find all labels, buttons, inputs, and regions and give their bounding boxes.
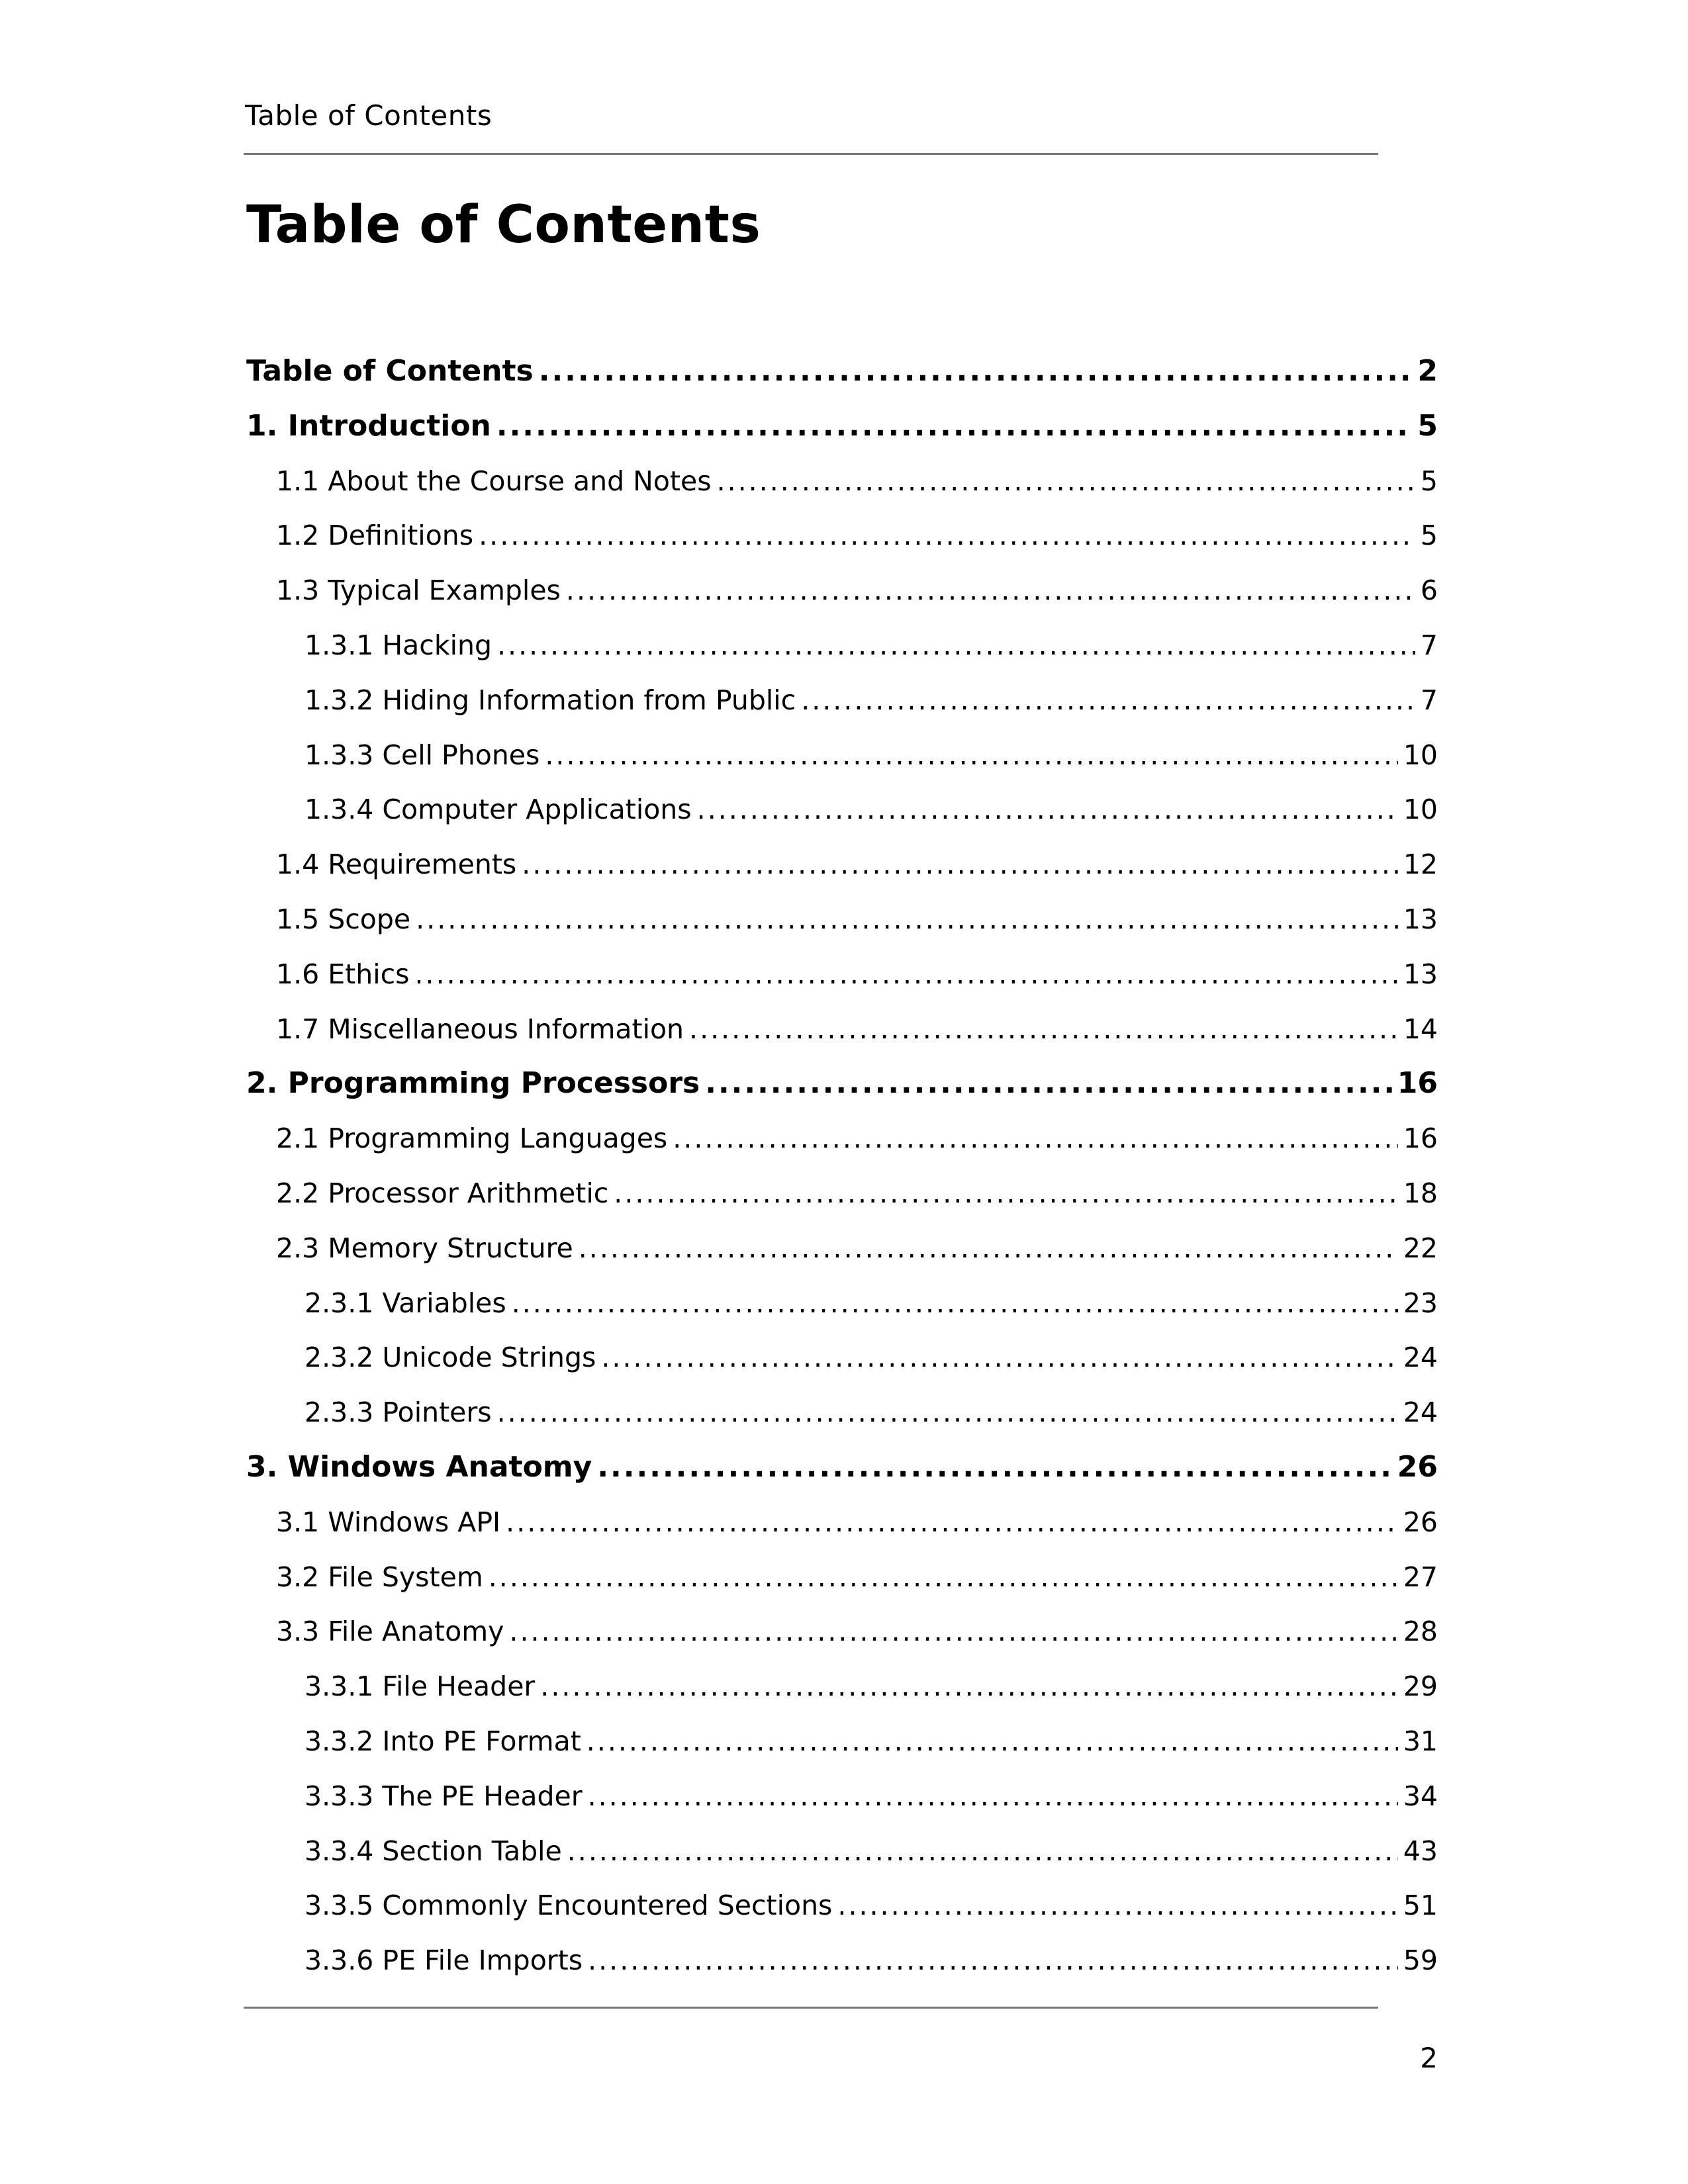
toc-dot-leader — [579, 1221, 1398, 1276]
toc-dot-leader — [588, 1769, 1398, 1824]
toc-entry-label: 1.5 Scope — [276, 903, 411, 935]
toc-dot-leader — [522, 837, 1398, 892]
toc-dot-leader — [801, 673, 1415, 728]
toc-entry-label: 2.3.3 Pointers — [305, 1396, 492, 1429]
toc-dot-leader — [497, 1385, 1398, 1440]
toc-dot-leader — [489, 1550, 1398, 1605]
toc-entry[interactable] — [246, 673, 1438, 728]
table-of-contents — [246, 344, 1438, 1988]
toc-entry-page: 18 — [1403, 1177, 1438, 1209]
toc-entry[interactable] — [246, 1221, 1438, 1276]
toc-entry-page: 12 — [1403, 848, 1438, 881]
toc-entry[interactable] — [246, 892, 1438, 947]
toc-entry[interactable] — [246, 1659, 1438, 1714]
toc-entry[interactable] — [246, 837, 1438, 892]
toc-entry[interactable] — [246, 1330, 1438, 1385]
toc-entry-page: 26 — [1397, 1449, 1438, 1484]
toc-entry-page: 13 — [1403, 958, 1438, 990]
toc-entry-page: 5 — [1420, 520, 1438, 552]
toc-entry-page: 2 — [1417, 354, 1438, 388]
toc-entry-page: 16 — [1403, 1122, 1438, 1155]
toc-entry-page: 14 — [1403, 1013, 1438, 1045]
toc-dot-leader — [539, 344, 1413, 399]
toc-entry-page: 24 — [1403, 1396, 1438, 1429]
toc-entry[interactable] — [246, 728, 1438, 783]
toc-entry[interactable] — [246, 1002, 1438, 1057]
toc-entry-label: 3.1 Windows API — [276, 1506, 501, 1538]
toc-entry-page: 5 — [1420, 465, 1438, 497]
toc-entry-page: 16 — [1397, 1066, 1438, 1101]
toc-entry-label: 3.3.4 Section Table — [305, 1835, 562, 1867]
toc-entry-page: 23 — [1403, 1287, 1438, 1319]
toc-entry-label: 2.3.1 Variables — [305, 1287, 506, 1319]
toc-dot-leader — [479, 508, 1415, 563]
toc-entry-label: 1.6 Ethics — [276, 958, 410, 990]
page-number: 2 — [1420, 2042, 1438, 2074]
toc-dot-leader — [673, 1111, 1398, 1166]
toc-dot-leader — [597, 1440, 1391, 1495]
toc-entry-label: 1.3.2 Hiding Information from Public — [305, 684, 796, 716]
toc-dot-leader — [497, 618, 1415, 673]
toc-entry[interactable] — [246, 344, 1438, 399]
toc-entry-page: 22 — [1403, 1232, 1438, 1264]
toc-entry-label: 1.4 Requirements — [276, 848, 517, 881]
toc-entry[interactable] — [246, 1166, 1438, 1221]
page-title: Table of Contents — [246, 195, 761, 255]
toc-entry[interactable] — [246, 1824, 1438, 1879]
toc-entry-label: 1.3.3 Cell Phones — [305, 739, 540, 771]
toc-entry-label: 3.3 File Anatomy — [276, 1615, 504, 1648]
toc-dot-leader — [586, 1714, 1398, 1769]
toc-dot-leader — [496, 399, 1413, 454]
toc-entry[interactable] — [246, 782, 1438, 837]
toc-entry[interactable] — [246, 1056, 1438, 1111]
toc-entry-page: 51 — [1403, 1889, 1438, 1922]
toc-entry-label: 3.3.6 PE File Imports — [305, 1944, 583, 1977]
toc-entry[interactable] — [246, 454, 1438, 509]
toc-entry-label: 3.2 File System — [276, 1561, 483, 1593]
toc-entry[interactable] — [246, 508, 1438, 563]
toc-entry[interactable] — [246, 1550, 1438, 1605]
toc-dot-leader — [566, 563, 1415, 618]
toc-entry-label: 1.2 Definitions — [276, 520, 474, 552]
toc-entry-label: 2.3 Memory Structure — [276, 1232, 573, 1264]
toc-entry-page: 29 — [1403, 1670, 1438, 1703]
toc-entry-page: 6 — [1420, 574, 1438, 607]
toc-entry-page: 24 — [1403, 1342, 1438, 1374]
toc-entry-page: 5 — [1417, 408, 1438, 443]
toc-entry[interactable] — [246, 1276, 1438, 1331]
toc-dot-leader — [837, 1878, 1397, 1933]
toc-entry-label: 2.3.2 Unicode Strings — [305, 1342, 596, 1374]
toc-entry-page: 10 — [1403, 794, 1438, 826]
toc-entry-page: 10 — [1403, 739, 1438, 771]
toc-entry-page: 26 — [1403, 1506, 1438, 1538]
toc-entry-label: 1.1 About the Course and Notes — [276, 465, 712, 497]
toc-entry-page: 7 — [1420, 684, 1438, 716]
header-rule — [244, 153, 1378, 155]
toc-entry[interactable] — [246, 1878, 1438, 1933]
toc-entry-label: 1.3.4 Computer Applications — [305, 794, 692, 826]
toc-entry-page: 43 — [1403, 1835, 1438, 1867]
footer-rule — [244, 2007, 1378, 2009]
toc-entry[interactable] — [246, 1495, 1438, 1550]
toc-entry[interactable] — [246, 399, 1438, 454]
toc-entry-page: 7 — [1420, 629, 1438, 661]
toc-entry[interactable] — [246, 1385, 1438, 1440]
toc-entry-label: 1.3.1 Hacking — [305, 629, 492, 661]
toc-dot-leader — [689, 1002, 1398, 1057]
toc-entry[interactable] — [246, 1714, 1438, 1769]
toc-entry-label: 3.3.2 Into PE Format — [305, 1725, 581, 1757]
toc-entry-page: 27 — [1403, 1561, 1438, 1593]
toc-entry[interactable] — [246, 1111, 1438, 1166]
toc-entry-label: 3.3.3 The PE Header — [305, 1780, 583, 1812]
toc-entry[interactable] — [246, 1933, 1438, 1988]
toc-entry-label: 2. Programming Processors — [246, 1066, 700, 1101]
running-header: Table of Contents — [245, 99, 492, 132]
toc-dot-leader — [697, 782, 1398, 837]
toc-dot-leader — [717, 454, 1415, 509]
toc-entry[interactable] — [246, 1440, 1438, 1495]
toc-dot-leader — [588, 1933, 1398, 1988]
toc-entry-label: 1.7 Miscellaneous Information — [276, 1013, 684, 1045]
toc-dot-leader — [512, 1276, 1398, 1331]
toc-entry-page: 28 — [1403, 1615, 1438, 1648]
toc-entry-page: 31 — [1403, 1725, 1438, 1757]
toc-entry-label: Table of Contents — [246, 354, 534, 388]
toc-entry-page: 13 — [1403, 903, 1438, 935]
toc-entry[interactable] — [246, 618, 1438, 673]
toc-entry-page: 59 — [1403, 1944, 1438, 1977]
toc-dot-leader — [601, 1330, 1397, 1385]
toc-dot-leader — [540, 1659, 1398, 1714]
toc-entry-label: 3. Windows Anatomy — [246, 1449, 592, 1484]
toc-dot-leader — [567, 1824, 1398, 1879]
toc-entry-label: 2.2 Processor Arithmetic — [276, 1177, 609, 1209]
toc-entry-page: 34 — [1403, 1780, 1438, 1812]
toc-entry-label: 2.1 Programming Languages — [276, 1122, 668, 1155]
toc-entry[interactable] — [246, 1604, 1438, 1659]
toc-dot-leader — [614, 1166, 1398, 1221]
toc-entry-label: 3.3.1 File Header — [305, 1670, 536, 1703]
toc-dot-leader — [506, 1495, 1398, 1550]
toc-entry[interactable] — [246, 1769, 1438, 1824]
toc-dot-leader — [545, 728, 1397, 783]
toc-entry-label: 1.3 Typical Examples — [276, 574, 561, 607]
toc-dot-leader — [415, 947, 1398, 1002]
toc-dot-leader — [509, 1604, 1397, 1659]
toc-entry-label: 1. Introduction — [246, 408, 491, 443]
toc-entry[interactable] — [246, 947, 1438, 1002]
toc-entry[interactable] — [246, 563, 1438, 618]
toc-entry-label: 3.3.5 Commonly Encountered Sections — [305, 1889, 833, 1922]
toc-dot-leader — [416, 892, 1398, 947]
toc-dot-leader — [705, 1056, 1392, 1111]
